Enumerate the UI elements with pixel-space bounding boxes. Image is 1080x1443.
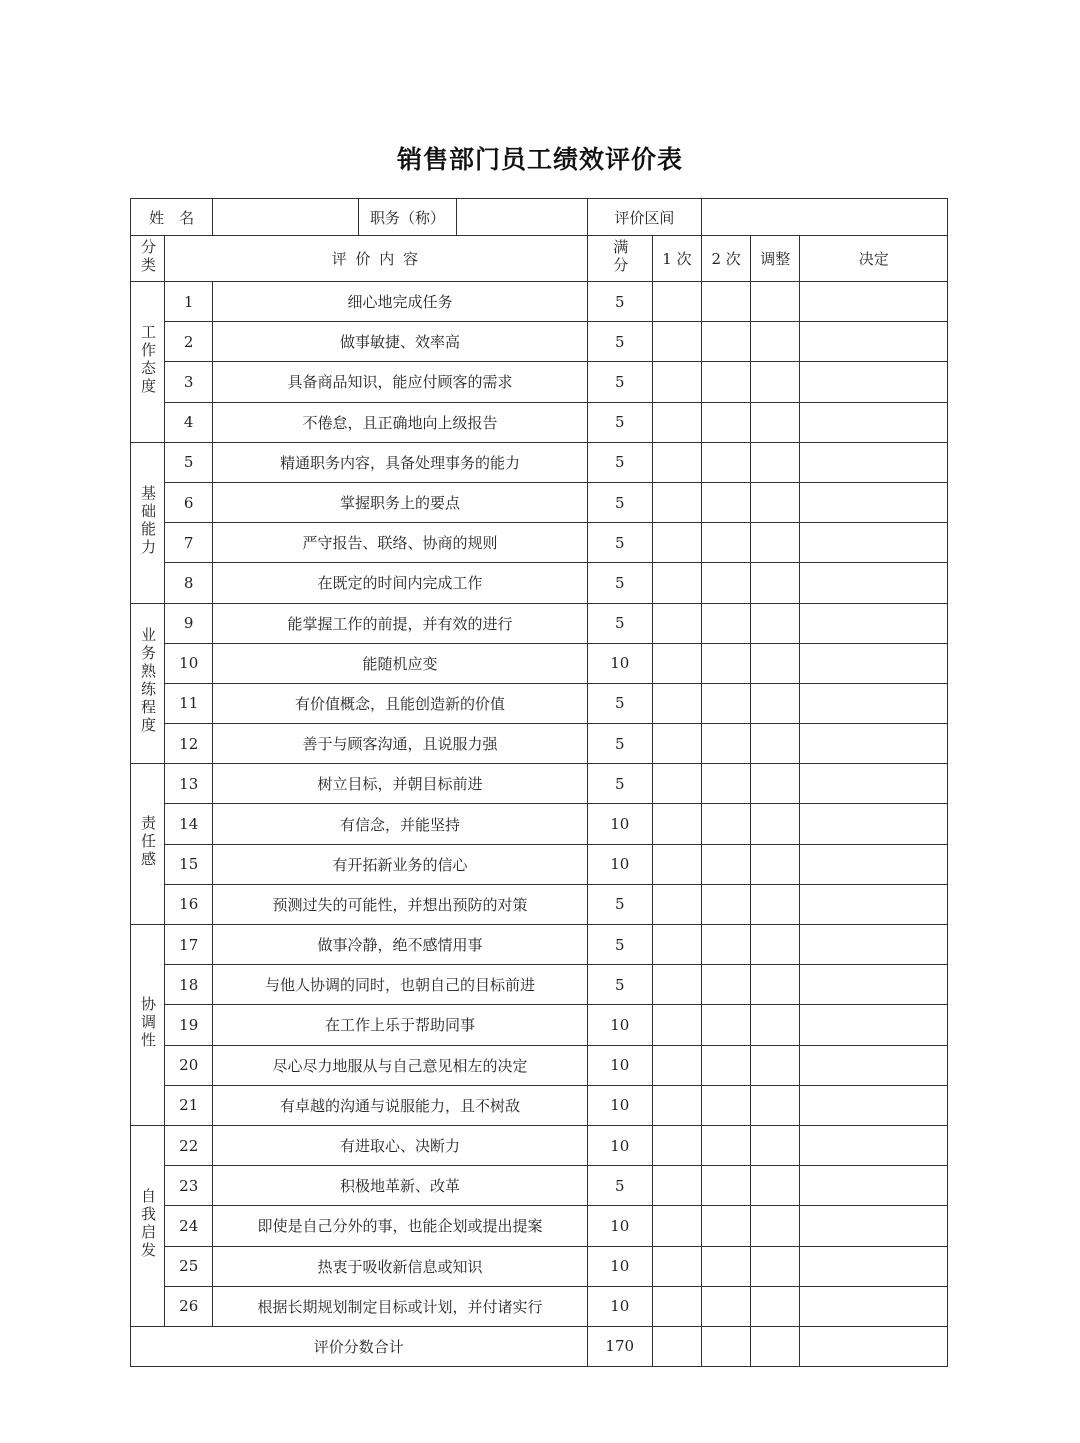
- item-content: 精通职务内容，具备处理事务的能力: [213, 442, 587, 482]
- item-full-score: 5: [587, 523, 652, 563]
- score-decision-input[interactable]: [800, 1085, 948, 1125]
- score-adjust-input[interactable]: [751, 1206, 800, 1246]
- score-second-input[interactable]: [702, 482, 751, 522]
- item-number: 19: [165, 1005, 213, 1045]
- score-first-input[interactable]: [652, 1125, 701, 1165]
- table-row: [131, 804, 948, 844]
- score-first-input[interactable]: [652, 1166, 701, 1206]
- table-row: [131, 884, 948, 924]
- score-second-input[interactable]: [702, 362, 751, 402]
- score-first-input[interactable]: [652, 925, 701, 965]
- evaluation-table: [130, 198, 948, 1367]
- item-number: 8: [165, 563, 213, 603]
- item-full-score: 5: [587, 563, 652, 603]
- score-first-input[interactable]: [652, 523, 701, 563]
- item-number: 5: [165, 442, 213, 482]
- score-second-input[interactable]: [702, 1005, 751, 1045]
- score-second-input[interactable]: [702, 563, 751, 603]
- score-decision-input[interactable]: [800, 724, 948, 764]
- item-number: 2: [165, 322, 213, 362]
- table-row: [131, 1125, 948, 1165]
- category-cell: [131, 925, 165, 1126]
- table-row: [131, 1005, 948, 1045]
- score-first-input[interactable]: [652, 764, 701, 804]
- score-adjust-input[interactable]: [751, 764, 800, 804]
- item-content: 树立目标，并朝目标前进: [213, 764, 587, 804]
- score-adjust-input[interactable]: [751, 523, 800, 563]
- score-first-input[interactable]: [652, 804, 701, 844]
- table-body: [131, 199, 948, 1367]
- score-first-input[interactable]: [652, 563, 701, 603]
- score-decision-input[interactable]: [800, 804, 948, 844]
- score-adjust-input[interactable]: [751, 683, 800, 723]
- score-adjust-input[interactable]: [751, 1125, 800, 1165]
- category-cell: [131, 764, 165, 925]
- score-second-input[interactable]: [702, 1085, 751, 1125]
- score-second-input[interactable]: [702, 1206, 751, 1246]
- table-row: [131, 1166, 948, 1206]
- category-cell: [131, 282, 165, 443]
- score-decision-input[interactable]: [800, 884, 948, 924]
- score-first-input[interactable]: [652, 1286, 701, 1326]
- score-adjust-input[interactable]: [751, 603, 800, 643]
- item-content: 积极地革新、改革: [213, 1166, 587, 1206]
- item-number: 11: [165, 683, 213, 723]
- item-number: 7: [165, 523, 213, 563]
- col-second: 2 次: [702, 236, 751, 282]
- score-adjust-input[interactable]: [751, 482, 800, 522]
- item-number: 20: [165, 1045, 213, 1085]
- total-score: 170: [587, 1326, 652, 1366]
- score-adjust-input[interactable]: [751, 925, 800, 965]
- item-content: 善于与顾客沟通，且说服力强: [213, 724, 587, 764]
- score-decision-input[interactable]: [800, 844, 948, 884]
- total-label: 评价分数合计: [131, 1326, 588, 1366]
- table-row: [131, 643, 948, 683]
- item-number: 12: [165, 724, 213, 764]
- score-decision-input[interactable]: [800, 1206, 948, 1246]
- page-title: 销售部门员工绩效评价表: [396, 145, 683, 174]
- score-second-input[interactable]: [702, 603, 751, 643]
- item-full-score: 10: [587, 1125, 652, 1165]
- score-second-input[interactable]: [702, 683, 751, 723]
- total-decision-input[interactable]: [800, 1326, 948, 1366]
- score-first-input[interactable]: [652, 362, 701, 402]
- position-field[interactable]: [457, 199, 587, 236]
- item-content: 能随机应变: [213, 643, 587, 683]
- score-first-input[interactable]: [652, 965, 701, 1005]
- score-adjust-input[interactable]: [751, 282, 800, 322]
- score-decision-input[interactable]: [800, 282, 948, 322]
- score-second-input[interactable]: [702, 1286, 751, 1326]
- score-second-input[interactable]: [702, 724, 751, 764]
- item-number: 10: [165, 643, 213, 683]
- score-first-input[interactable]: [652, 643, 701, 683]
- table-row: [131, 322, 948, 362]
- table-row: [131, 442, 948, 482]
- item-number: 21: [165, 1085, 213, 1125]
- score-decision-input[interactable]: [800, 764, 948, 804]
- item-content: 做事敏捷、效率高: [213, 322, 587, 362]
- item-content: 与他人协调的同时，也朝自己的目标前进: [213, 965, 587, 1005]
- score-first-input[interactable]: [652, 322, 701, 362]
- score-second-input[interactable]: [702, 804, 751, 844]
- item-content: 根据长期规划制定目标或计划，并付诸实行: [213, 1286, 587, 1326]
- score-decision-input[interactable]: [800, 1005, 948, 1045]
- item-content: 能掌握工作的前提，并有效的进行: [213, 603, 587, 643]
- item-full-score: 5: [587, 482, 652, 522]
- score-first-input[interactable]: [652, 724, 701, 764]
- score-decision-input[interactable]: [800, 925, 948, 965]
- score-decision-input[interactable]: [800, 362, 948, 402]
- score-second-input[interactable]: [702, 322, 751, 362]
- score-adjust-input[interactable]: [751, 724, 800, 764]
- table-row: [131, 1206, 948, 1246]
- score-decision-input[interactable]: [800, 643, 948, 683]
- score-adjust-input[interactable]: [751, 1166, 800, 1206]
- item-content: 在工作上乐于帮助同事: [213, 1005, 587, 1045]
- score-second-input[interactable]: [702, 442, 751, 482]
- total-row: [131, 1326, 948, 1366]
- item-content: 具备商品知识，能应付顾客的需求: [213, 362, 587, 402]
- item-full-score: 5: [587, 925, 652, 965]
- item-number: 22: [165, 1125, 213, 1165]
- item-content: 不倦怠，且正确地向上级报告: [213, 402, 587, 442]
- item-number: 15: [165, 844, 213, 884]
- table-row: [131, 482, 948, 522]
- item-number: 23: [165, 1166, 213, 1206]
- score-decision-input[interactable]: [800, 402, 948, 442]
- col-category-label: 分类: [139, 238, 158, 275]
- item-full-score: 5: [587, 764, 652, 804]
- item-number: 24: [165, 1206, 213, 1246]
- score-first-input[interactable]: [652, 1246, 701, 1286]
- score-second-input[interactable]: [702, 764, 751, 804]
- category-label: 责任感: [139, 815, 158, 870]
- item-content: 尽心尽力地服从与自己意见相左的决定: [213, 1045, 587, 1085]
- score-adjust-input[interactable]: [751, 1005, 800, 1045]
- item-content: 有信念，并能坚持: [213, 804, 587, 844]
- score-second-input[interactable]: [702, 1246, 751, 1286]
- score-second-input[interactable]: [702, 1045, 751, 1085]
- item-number: 6: [165, 482, 213, 522]
- col-first: 1 次: [652, 236, 701, 282]
- table-row: [131, 1045, 948, 1085]
- score-first-input[interactable]: [652, 683, 701, 723]
- score-first-input[interactable]: [652, 402, 701, 442]
- table-row: [131, 844, 948, 884]
- item-number: 26: [165, 1286, 213, 1326]
- item-full-score: 10: [587, 804, 652, 844]
- table-row: [131, 563, 948, 603]
- score-decision-input[interactable]: [800, 683, 948, 723]
- score-adjust-input[interactable]: [751, 643, 800, 683]
- score-adjust-input[interactable]: [751, 884, 800, 924]
- total-second-input[interactable]: [702, 1326, 751, 1366]
- score-adjust-input[interactable]: [751, 402, 800, 442]
- table-row: [131, 724, 948, 764]
- item-full-score: 5: [587, 683, 652, 723]
- item-number: 25: [165, 1246, 213, 1286]
- item-full-score: 10: [587, 1085, 652, 1125]
- item-full-score: 5: [587, 884, 652, 924]
- table-row: [131, 603, 948, 643]
- period-label: 评价区间: [587, 199, 701, 236]
- item-content: 在既定的时间内完成工作: [213, 563, 587, 603]
- item-full-score: 10: [587, 1246, 652, 1286]
- item-number: 13: [165, 764, 213, 804]
- item-content: 即使是自己分外的事，也能企划或提出提案: [213, 1206, 587, 1246]
- score-first-input[interactable]: [652, 844, 701, 884]
- item-full-score: 10: [587, 844, 652, 884]
- score-adjust-input[interactable]: [751, 844, 800, 884]
- col-content-label: 评 价 内 容: [331, 250, 421, 268]
- item-number: 16: [165, 884, 213, 924]
- table-row: [131, 402, 948, 442]
- score-first-input[interactable]: [652, 884, 701, 924]
- score-adjust-input[interactable]: [751, 965, 800, 1005]
- item-full-score: 5: [587, 322, 652, 362]
- category-label: 自我启发: [139, 1187, 158, 1260]
- score-first-input[interactable]: [652, 1085, 701, 1125]
- table-row: [131, 683, 948, 723]
- item-number: 4: [165, 402, 213, 442]
- item-full-score: 5: [587, 442, 652, 482]
- score-adjust-input[interactable]: [751, 442, 800, 482]
- score-second-input[interactable]: [702, 925, 751, 965]
- score-second-input[interactable]: [702, 884, 751, 924]
- score-second-input[interactable]: [702, 965, 751, 1005]
- score-second-input[interactable]: [702, 523, 751, 563]
- col-full-score: [587, 236, 652, 282]
- score-decision-input[interactable]: [800, 482, 948, 522]
- item-content: 严守报告、联络、协商的规则: [213, 523, 587, 563]
- score-decision-input[interactable]: [800, 603, 948, 643]
- score-second-input[interactable]: [702, 1166, 751, 1206]
- item-content: 预测过失的可能性，并想出预防的对策: [213, 884, 587, 924]
- table-row: [131, 282, 948, 322]
- score-decision-input[interactable]: [800, 1166, 948, 1206]
- item-number: 17: [165, 925, 213, 965]
- item-full-score: 10: [587, 1005, 652, 1045]
- col-full-score-label: 满分: [611, 238, 630, 275]
- item-full-score: 5: [587, 965, 652, 1005]
- table-row: [131, 925, 948, 965]
- score-decision-input[interactable]: [800, 1246, 948, 1286]
- item-number: 9: [165, 603, 213, 643]
- score-adjust-input[interactable]: [751, 804, 800, 844]
- category-label: 业务熟练程度: [139, 627, 158, 736]
- item-content: 有卓越的沟通与说服能力，且不树敌: [213, 1085, 587, 1125]
- item-content: 有开拓新业务的信心: [213, 844, 587, 884]
- category-label: 工作态度: [139, 323, 158, 396]
- score-adjust-input[interactable]: [751, 1286, 800, 1326]
- score-decision-input[interactable]: [800, 322, 948, 362]
- score-second-input[interactable]: [702, 1125, 751, 1165]
- score-first-input[interactable]: [652, 1045, 701, 1085]
- item-number: 3: [165, 362, 213, 402]
- score-first-input[interactable]: [652, 482, 701, 522]
- score-decision-input[interactable]: [800, 1125, 948, 1165]
- item-full-score: 5: [587, 402, 652, 442]
- score-decision-input[interactable]: [800, 523, 948, 563]
- category-cell: [131, 603, 165, 764]
- score-decision-input[interactable]: [800, 442, 948, 482]
- score-adjust-input[interactable]: [751, 322, 800, 362]
- item-full-score: 10: [587, 643, 652, 683]
- item-full-score: 5: [587, 603, 652, 643]
- col-decision: 决定: [800, 236, 948, 282]
- table-row: [131, 1085, 948, 1125]
- category-cell: [131, 442, 165, 603]
- info-row: [131, 199, 948, 236]
- item-content: 掌握职务上的要点: [213, 482, 587, 522]
- category-label: 基础能力: [139, 484, 158, 557]
- item-full-score: 5: [587, 1166, 652, 1206]
- table-row: [131, 764, 948, 804]
- score-first-input[interactable]: [652, 1206, 701, 1246]
- score-decision-input[interactable]: [800, 965, 948, 1005]
- period-field[interactable]: [702, 199, 948, 236]
- item-full-score: 10: [587, 1045, 652, 1085]
- item-content: 有价值概念，且能创造新的价值: [213, 683, 587, 723]
- score-adjust-input[interactable]: [751, 1045, 800, 1085]
- table-row: [131, 523, 948, 563]
- item-full-score: 5: [587, 282, 652, 322]
- score-second-input[interactable]: [702, 844, 751, 884]
- score-first-input[interactable]: [652, 603, 701, 643]
- total-adjust-input[interactable]: [751, 1326, 800, 1366]
- column-header-row: [131, 236, 948, 282]
- item-full-score: 5: [587, 724, 652, 764]
- item-content: 有进取心、决断力: [213, 1125, 587, 1165]
- score-decision-input[interactable]: [800, 1286, 948, 1326]
- score-adjust-input[interactable]: [751, 1246, 800, 1286]
- total-first-input[interactable]: [652, 1326, 701, 1366]
- category-label: 协调性: [139, 995, 158, 1050]
- score-second-input[interactable]: [702, 643, 751, 683]
- score-second-input[interactable]: [702, 282, 751, 322]
- table-row: [131, 362, 948, 402]
- category-cell: [131, 1125, 165, 1326]
- score-adjust-input[interactable]: [751, 362, 800, 402]
- item-number: 1: [165, 282, 213, 322]
- col-content: [165, 236, 588, 282]
- item-content: 热衷于吸收新信息或知识: [213, 1246, 587, 1286]
- name-label: 姓 名: [131, 199, 213, 236]
- item-content: 细心地完成任务: [213, 282, 587, 322]
- item-full-score: 5: [587, 362, 652, 402]
- item-full-score: 10: [587, 1206, 652, 1246]
- score-decision-input[interactable]: [800, 1045, 948, 1085]
- item-number: 18: [165, 965, 213, 1005]
- position-label: 职务（称）: [358, 199, 456, 236]
- item-full-score: 10: [587, 1286, 652, 1326]
- item-content: 做事冷静，绝不感情用事: [213, 925, 587, 965]
- score-first-input[interactable]: [652, 282, 701, 322]
- name-field[interactable]: [213, 199, 359, 236]
- table-row: [131, 1286, 948, 1326]
- col-adjust: 调整: [751, 236, 800, 282]
- table-row: [131, 1246, 948, 1286]
- table-row: [131, 965, 948, 1005]
- score-adjust-input[interactable]: [751, 563, 800, 603]
- score-adjust-input[interactable]: [751, 1085, 800, 1125]
- score-decision-input[interactable]: [800, 563, 948, 603]
- col-category: [131, 236, 165, 282]
- score-second-input[interactable]: [702, 402, 751, 442]
- score-first-input[interactable]: [652, 442, 701, 482]
- score-first-input[interactable]: [652, 1005, 701, 1045]
- item-number: 14: [165, 804, 213, 844]
